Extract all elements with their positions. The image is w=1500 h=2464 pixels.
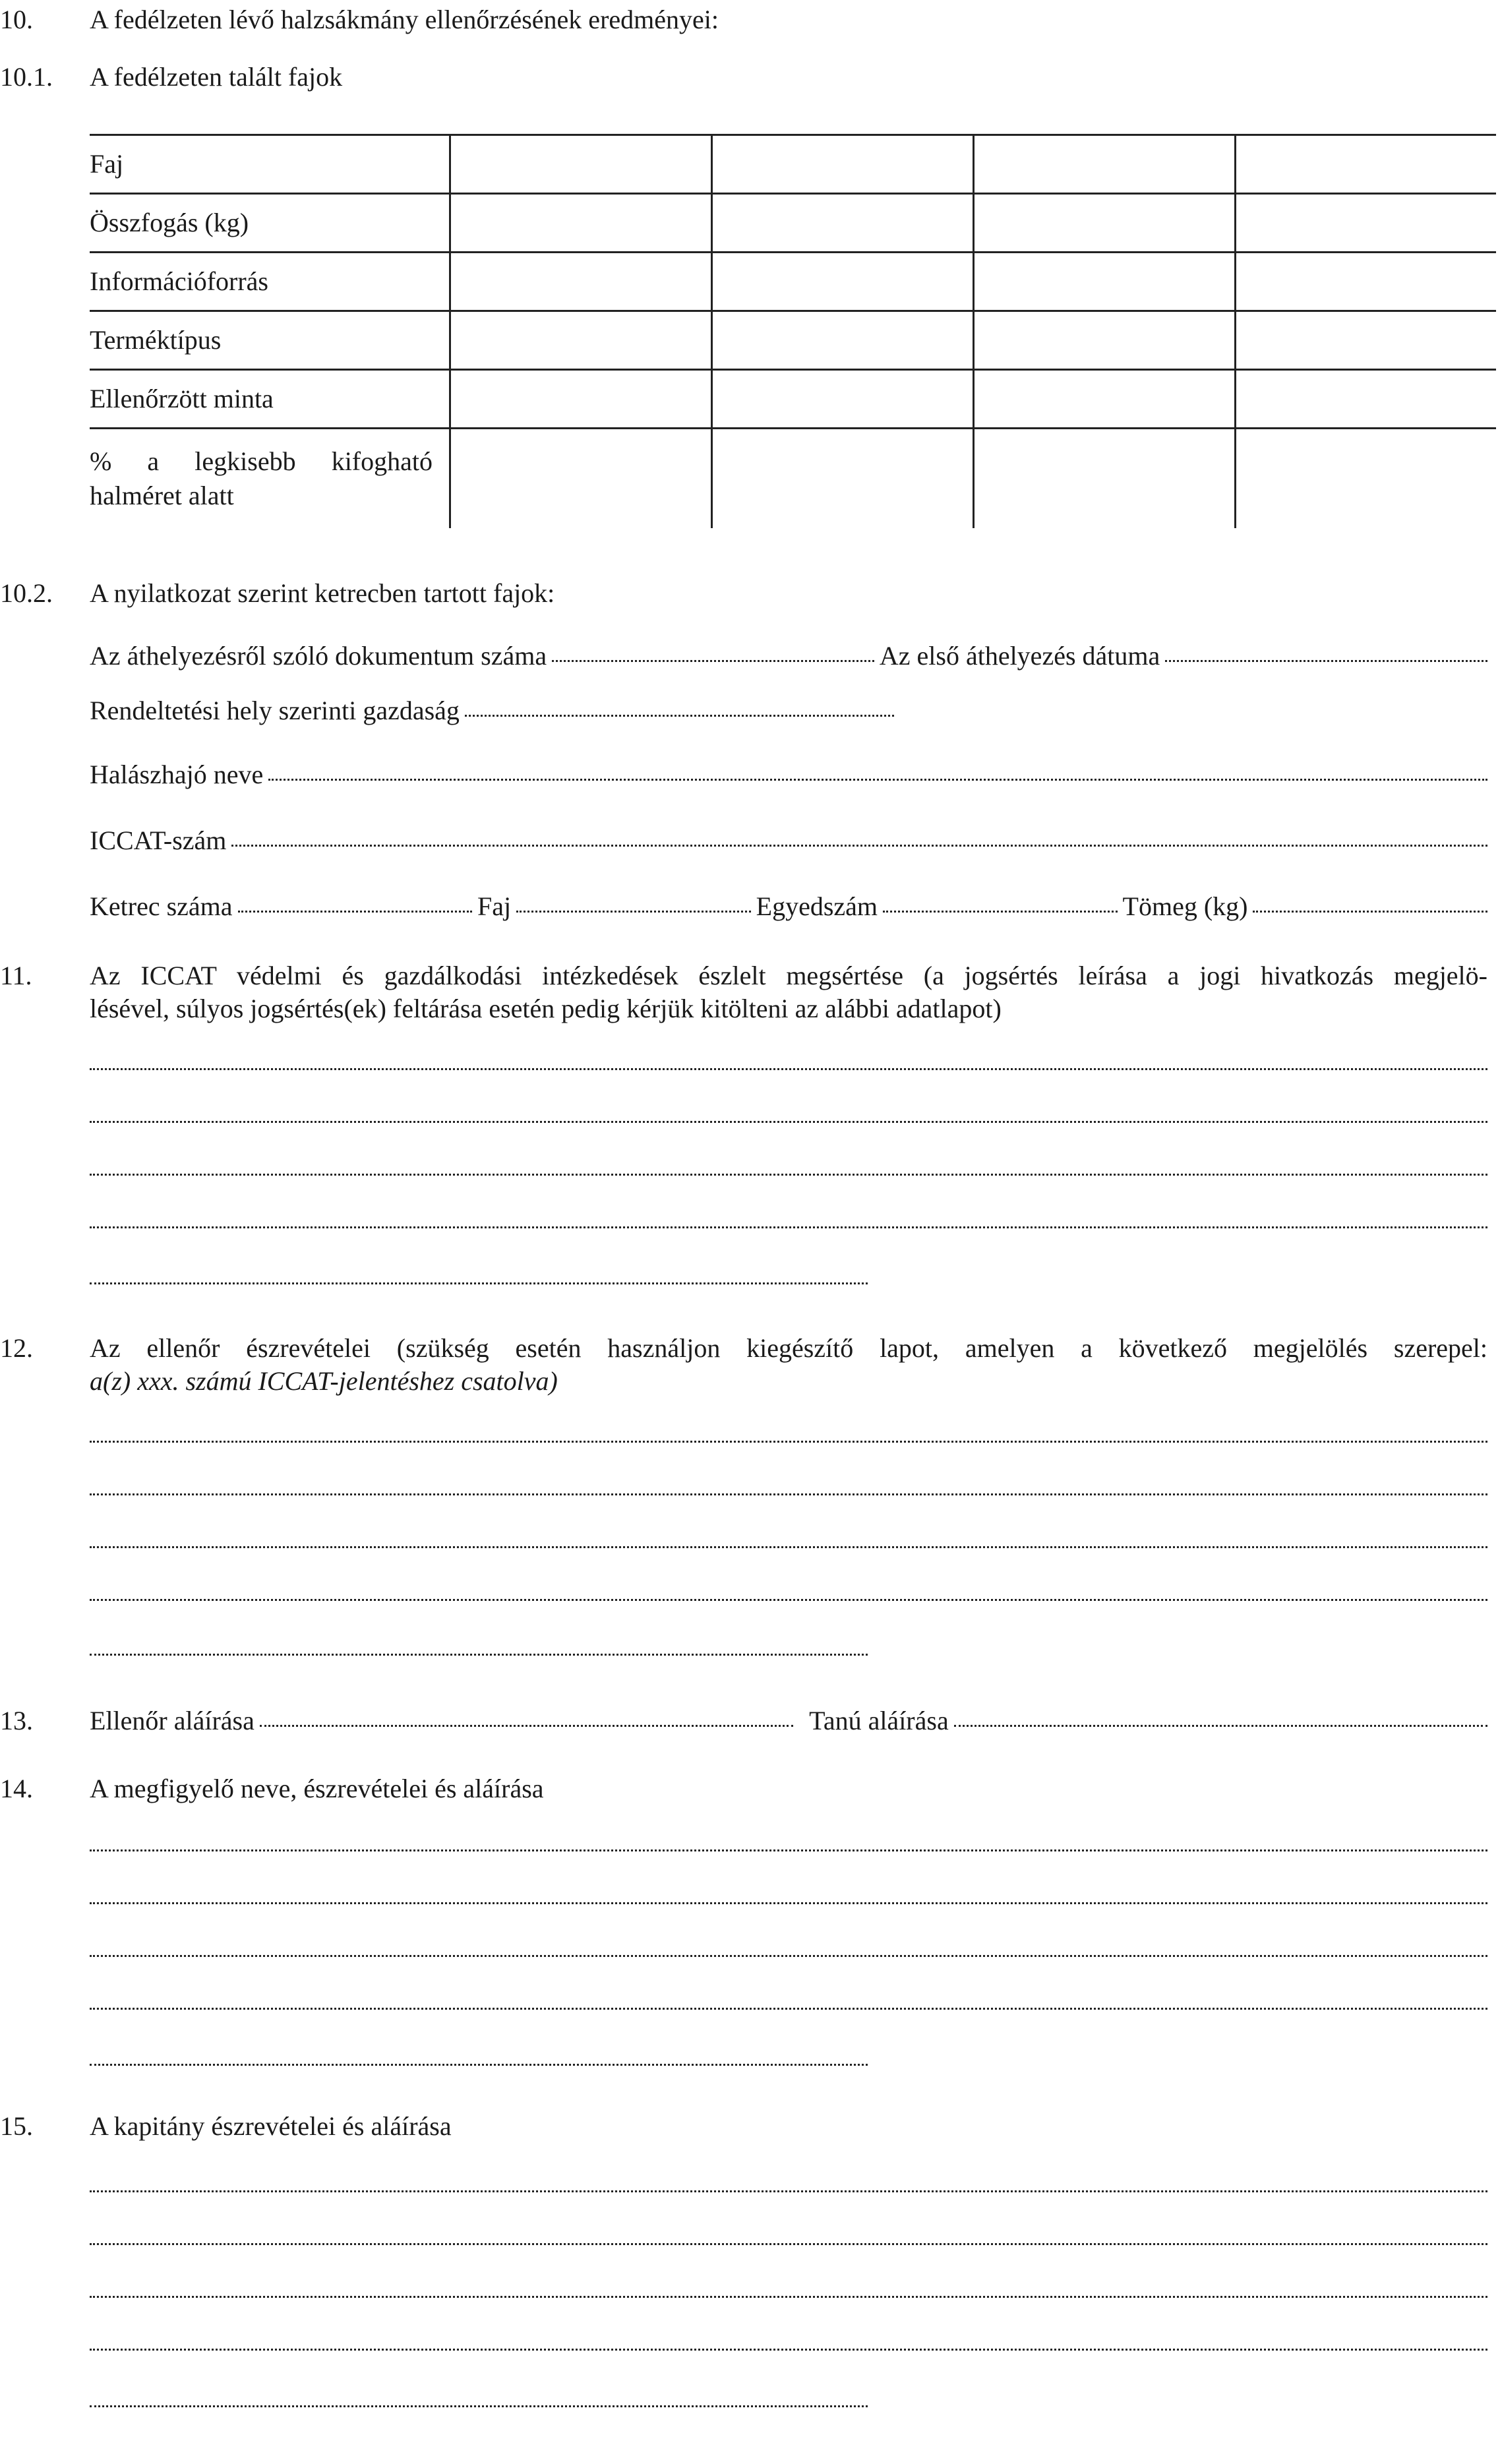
- table-row: [90, 370, 1496, 429]
- cage-details-row: [90, 890, 1487, 923]
- section-14-answer-line[interactable]: [90, 2008, 1487, 2010]
- row-label-checked-sample: Ellenőrzött minta: [90, 370, 450, 429]
- iccat-number-field[interactable]: [231, 845, 1487, 847]
- table-cell[interactable]: [712, 194, 974, 253]
- inspector-signature-label: Ellenőr aláírása: [90, 1706, 255, 1735]
- table-cell[interactable]: [974, 429, 1236, 529]
- witness-signature-label: Tanú aláírása: [809, 1706, 949, 1735]
- section-10-1-number: 10.1.: [0, 62, 53, 92]
- row-label-species: Faj: [90, 135, 450, 194]
- table-row: [90, 135, 1496, 194]
- cage-weight-label: Tömeg (kg): [1122, 891, 1248, 921]
- table-cell[interactable]: [1236, 429, 1497, 529]
- section-14-answer-line[interactable]: [90, 2064, 868, 2066]
- section-10-2-number: 10.2.: [0, 578, 53, 608]
- row-label-total-catch: Összfogás (kg): [90, 194, 450, 253]
- transfer-doc-row: [90, 640, 1487, 673]
- witness-signature-field[interactable]: [954, 1725, 1487, 1727]
- table-cell[interactable]: [450, 253, 712, 311]
- section-11-answer-line[interactable]: [90, 1174, 1487, 1176]
- table-cell[interactable]: [450, 311, 712, 370]
- section-13-number: 13.: [0, 1706, 33, 1735]
- transfer-doc-label: Az áthelyezésről szóló dokumentum száma: [90, 641, 547, 671]
- table-row: [90, 253, 1496, 311]
- section-11-answer-line[interactable]: [90, 1226, 1487, 1228]
- table-cell[interactable]: [1236, 194, 1497, 253]
- section-11-answer-line[interactable]: [90, 1068, 1487, 1070]
- section-12-line-1: Az ellenőr észrevételei (szükség esetén használjon kiegészítő lapot, amelyen a következő megjelölés szerepel:: [90, 1333, 1487, 1363]
- table-cell[interactable]: [974, 253, 1236, 311]
- section-15-answer-line[interactable]: [90, 2243, 1487, 2245]
- section-10-number: 10.: [0, 5, 33, 34]
- section-15-answer-line[interactable]: [90, 2296, 1487, 2298]
- section-12-answer-line[interactable]: [90, 1654, 868, 1656]
- cage-count-label: Egyedszám: [756, 891, 878, 921]
- section-12-line-2: a(z) xxx. számú ICCAT-jelentéshez csatolva): [90, 1366, 558, 1396]
- section-12-answer-line[interactable]: [90, 1441, 1487, 1443]
- section-11-text: [90, 959, 1487, 1025]
- iccat-number-label: ICCAT-szám: [90, 826, 227, 855]
- table-row: [90, 429, 1496, 529]
- table-cell[interactable]: [1236, 135, 1497, 194]
- section-10-2-title: A nyilatkozat szerint ketrecben tartott fajok:: [90, 578, 555, 608]
- row-label-line-1: % a legkisebb kifogható: [90, 446, 433, 476]
- destination-farm-label: Rendeltetési hely szerinti gazdaság: [90, 696, 460, 725]
- first-transfer-date-label: Az első áthelyezés dátuma: [879, 641, 1160, 671]
- table-cell[interactable]: [974, 370, 1236, 429]
- table-cell[interactable]: [1236, 253, 1497, 311]
- section-12-answer-line[interactable]: [90, 1599, 1487, 1601]
- table-cell[interactable]: [1236, 311, 1497, 370]
- signatures-row: [90, 1704, 1487, 1737]
- table-cell[interactable]: [712, 311, 974, 370]
- section-11-line-1: Az ICCAT védelmi és gazdálkodási intézkedések észlelt megsértése (a jogsértés leírása a jogi hivatkozás megjelö-: [90, 961, 1487, 990]
- cage-weight-field[interactable]: [1253, 911, 1487, 913]
- transfer-doc-field[interactable]: [552, 660, 874, 662]
- row-label-info-source: Információforrás: [90, 253, 450, 311]
- table-cell[interactable]: [450, 135, 712, 194]
- section-15-answer-line[interactable]: [90, 2190, 1487, 2192]
- cage-species-field[interactable]: [516, 911, 751, 913]
- section-14-number: 14.: [0, 1774, 33, 1803]
- section-11-number: 11.: [0, 961, 32, 990]
- row-label-undersize-percent: [90, 429, 450, 529]
- first-transfer-date-field[interactable]: [1165, 660, 1487, 662]
- section-12-number: 12.: [0, 1333, 33, 1363]
- table-cell[interactable]: [712, 253, 974, 311]
- fishing-vessel-row: [90, 758, 1487, 791]
- table-cell[interactable]: [450, 370, 712, 429]
- cage-number-field[interactable]: [238, 911, 473, 913]
- cage-species-label: Faj: [477, 891, 512, 921]
- table-cell[interactable]: [974, 311, 1236, 370]
- table-row: [90, 311, 1496, 370]
- table-cell[interactable]: [974, 194, 1236, 253]
- row-label-line-2: halméret alatt: [90, 481, 234, 510]
- destination-farm-row: [90, 694, 894, 727]
- inspector-signature-field[interactable]: [260, 1725, 793, 1727]
- section-14-answer-line[interactable]: [90, 1902, 1487, 1904]
- table-cell[interactable]: [1236, 370, 1497, 429]
- table-cell[interactable]: [712, 135, 974, 194]
- section-11-answer-line[interactable]: [90, 1121, 1487, 1123]
- section-11-answer-line[interactable]: [90, 1282, 868, 1284]
- row-label-product-type: Terméktípus: [90, 311, 450, 370]
- section-14-answer-line[interactable]: [90, 1955, 1487, 1957]
- section-14-answer-line[interactable]: [90, 1849, 1487, 1851]
- table-cell[interactable]: [712, 370, 974, 429]
- destination-farm-field[interactable]: [465, 715, 894, 717]
- cage-count-field[interactable]: [883, 911, 1118, 913]
- section-14-title: A megfigyelő neve, észrevételei és aláírása: [90, 1774, 544, 1803]
- cage-number-label: Ketrec száma: [90, 891, 233, 921]
- table-cell[interactable]: [450, 194, 712, 253]
- section-15-title: A kapitány észrevételei és aláírása: [90, 2111, 452, 2141]
- table-row: [90, 194, 1496, 253]
- section-15-answer-line[interactable]: [90, 2405, 868, 2407]
- section-12-text: [90, 1332, 1487, 1398]
- section-10-title: A fedélzeten lévő halzsákmány ellenőrzésének eredményei:: [90, 5, 719, 34]
- iccat-number-row: [90, 824, 1487, 857]
- section-15-answer-line[interactable]: [90, 2349, 1487, 2351]
- fishing-vessel-label: Halászhajó neve: [90, 760, 264, 789]
- section-15-number: 15.: [0, 2111, 33, 2141]
- table-cell[interactable]: [450, 429, 712, 529]
- species-on-board-table: [90, 134, 1496, 528]
- fishing-vessel-field[interactable]: [268, 779, 1487, 781]
- table-cell[interactable]: [974, 135, 1236, 194]
- table-cell[interactable]: [712, 429, 974, 529]
- section-11-line-2: lésével, súlyos jogsértés(ek) feltárása esetén pedig kérjük kitölteni az alábbi adatlapot): [90, 994, 1002, 1023]
- section-10-1-title: A fedélzeten talált fajok: [90, 62, 343, 92]
- section-12-answer-line[interactable]: [90, 1493, 1487, 1495]
- section-12-answer-line[interactable]: [90, 1546, 1487, 1548]
